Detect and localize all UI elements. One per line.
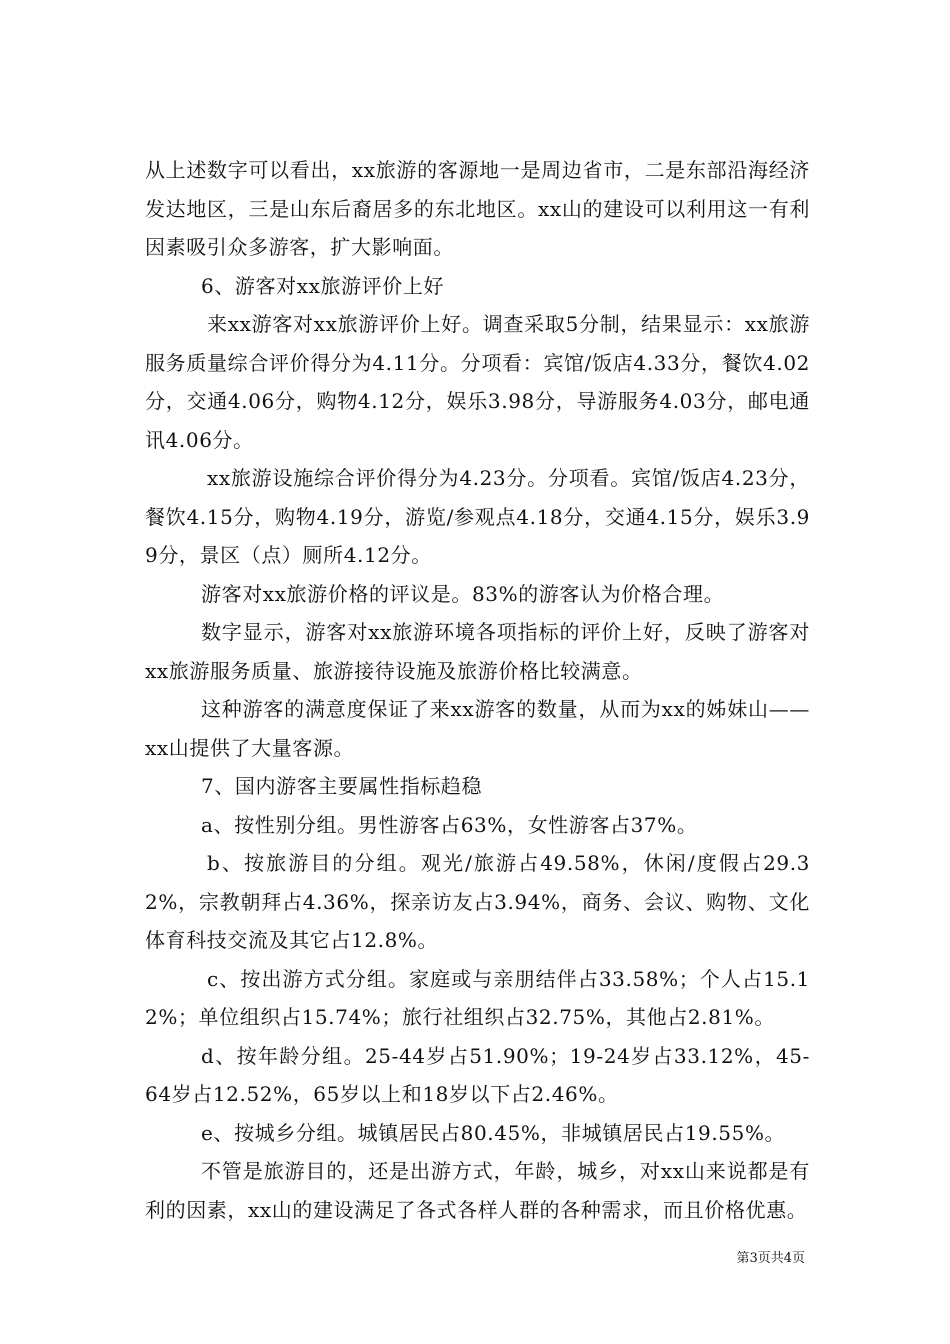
paragraph-price: 游客对xx旅游价格的评议是。83%的游客认为价格合理。 bbox=[201, 581, 725, 606]
list-item-age: d、按年龄分组。25-44岁占51.90%；19-24岁占33.12%，45-64岁占12.52%，65岁以上和18岁以下占2.46%。 bbox=[145, 1043, 810, 1106]
page-number: 第3页共4页 bbox=[736, 1251, 805, 1266]
paragraph-satisfaction: 数字显示，游客对xx旅游环境各项指标的评价上好，反映了游客对xx旅游服务质量、旅游接待设施及旅游价格比较满意。 bbox=[145, 620, 810, 683]
heading-section-6: 6、游客对xx旅游评价上好 bbox=[201, 273, 445, 298]
paragraph-facilities: xx旅游设施综合评价得分为4.23分。分项看。宾馆/饭店4.23分，餐饮4.15分，购物4.19分，游览/参观点4.18分，交通4.15分，娱乐3.99分，景区（点）厕所4.12分。 bbox=[145, 466, 810, 567]
list-item-urban-rural: e、按城乡分组。城镇居民占80.45%，非城镇居民占19.55%。 bbox=[201, 1120, 786, 1145]
list-item-travel-mode: c、按出游方式分组。家庭或与亲朋结伴占33.58%；个人占15.12%；单位组织占15.74%；旅行社组织占32.75%，其他占2.81%。 bbox=[145, 966, 810, 1029]
heading-section-7: 7、国内游客主要属性指标趋稳 bbox=[201, 774, 483, 798]
paragraph-conclusion: 不管是旅游目的，还是出游方式，年龄，城乡，对xx山来说都是有利的因素，xx山的建设满足了各式各样人群的各种需求，而且价格优惠。 bbox=[145, 1159, 810, 1222]
document-body bbox=[145, 151, 810, 1229]
paragraph-source-regions: 从上述数字可以看出，xx旅游的客源地一是周边省市，二是东部沿海经济发达地区，三是山东后裔居多的东北地区。xx山的建设可以利用这一有利因素吸引众多游客，扩大影响面。 bbox=[145, 158, 810, 259]
list-item-gender: a、按性别分组。男性游客占63%，女性游客占37%。 bbox=[201, 812, 698, 837]
paragraph-service-quality: 来xx游客对xx旅游评价上好。调查采取5分制，结果显示：xx旅游服务质量综合评价得分为4.11分。分项看：宾馆/饭店4.33分，餐饮4.02分，交通4.06分，购物4.12分，娱乐3.98分，导游服务4.03分，邮电通讯4.06分。 bbox=[145, 312, 810, 452]
list-item-purpose: b、按旅游目的分组。观光/旅游占49.58%，休闲/度假占29.32%，宗教朝拜占4.36%，探亲访友占3.94%，商务、会议、购物、文化体育科技交流及其它占12.8%。 bbox=[145, 851, 810, 952]
paragraph-visitor-source: 这种游客的满意度保证了来xx游客的数量，从而为xx的姊妹山——xx山提供了大量客源。 bbox=[145, 697, 810, 760]
